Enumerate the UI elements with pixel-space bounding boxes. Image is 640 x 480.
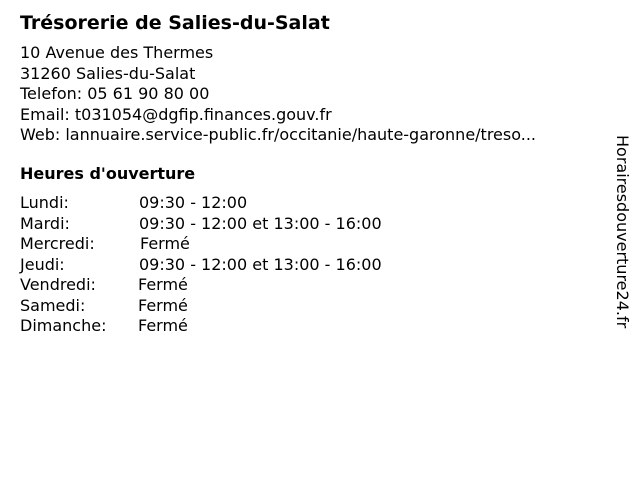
hours-row-saturday — [20, 296, 480, 317]
brand-watermark: Horairesdouverture24.fr — [613, 135, 632, 329]
hours-value: 09:30 - 12:00 et 13:00 - 16:00 — [139, 254, 382, 274]
hours-value: Fermé — [138, 295, 188, 315]
day-label: Mercredi: — [20, 234, 95, 253]
opening-hours-list — [20, 193, 480, 337]
day-label: Lundi: — [20, 193, 69, 212]
street-address: 10 Avenue des Thermes — [20, 43, 214, 62]
day-label: Mardi: — [20, 213, 70, 233]
day-label: Vendredi: — [20, 275, 96, 294]
city-address: 31260 Salies-du-Salat — [20, 63, 196, 83]
hours-row-monday — [20, 193, 480, 214]
day-label: Jeudi: — [20, 254, 65, 274]
hours-row-wednesday — [20, 234, 480, 255]
hours-row-thursday — [20, 255, 480, 276]
page-title: Trésorerie de Salies-du-Salat — [20, 12, 330, 34]
hours-value: 09:30 - 12:00 et 13:00 - 16:00 — [139, 213, 382, 233]
hours-value: Fermé — [140, 234, 190, 253]
hours-row-sunday — [20, 316, 480, 337]
hours-row-tuesday — [20, 214, 480, 235]
email-line[interactable]: Email: t031054@dgfip.finances.gouv.fr — [20, 104, 332, 124]
hours-value: Fermé — [138, 275, 188, 294]
day-label: Samedi: — [20, 295, 86, 315]
hours-value: Fermé — [138, 316, 188, 335]
address-block — [20, 43, 536, 146]
day-label: Dimanche: — [20, 316, 107, 335]
hours-heading: Heures d'ouverture — [20, 164, 196, 183]
hours-row-friday — [20, 275, 480, 296]
hours-value: 09:30 - 12:00 — [139, 193, 248, 212]
web-line[interactable]: Web: lannuaire.service-public.fr/occitanie/haute-garonne/treso... — [20, 125, 536, 144]
phone-line[interactable]: Telefon: 05 61 90 80 00 — [20, 84, 210, 103]
